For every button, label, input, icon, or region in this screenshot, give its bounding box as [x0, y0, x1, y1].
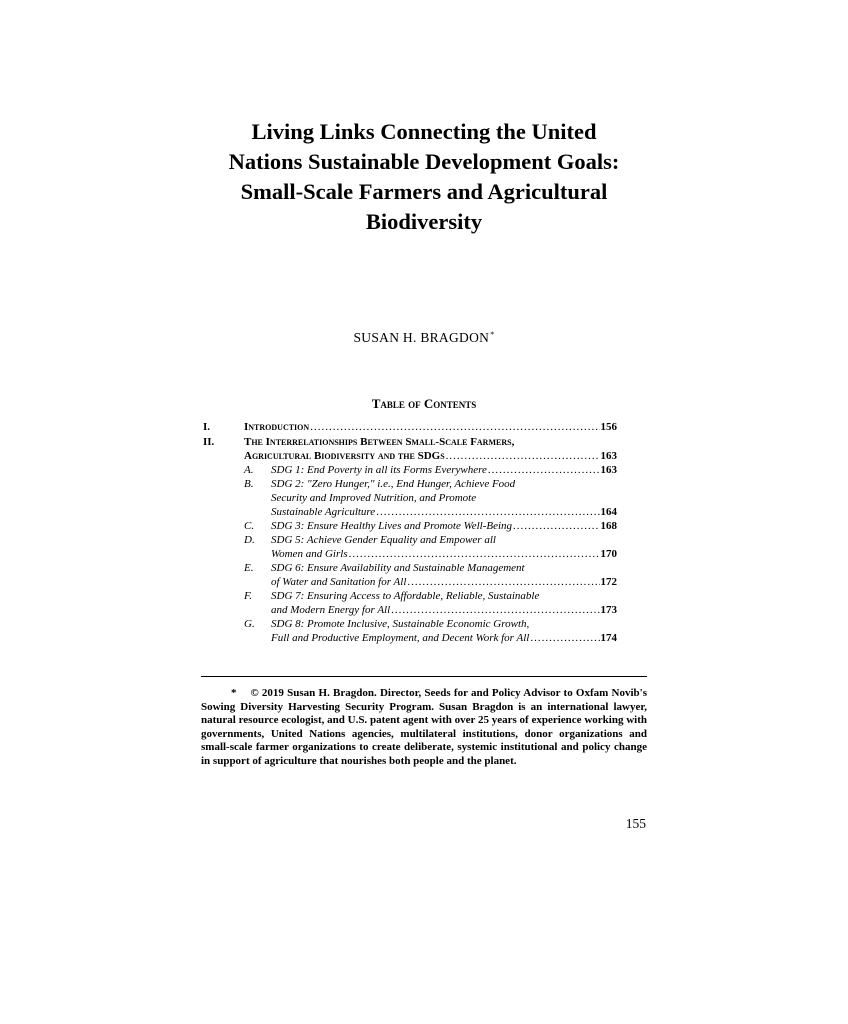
toc-entry-sdg2[interactable]: [271, 505, 617, 519]
toc-page-number: 172: [600, 576, 617, 588]
author-footnote: [201, 687, 647, 769]
toc-entry-introduction[interactable]: [244, 420, 617, 434]
article-title: [180, 117, 668, 237]
toc-letter: C.: [244, 520, 255, 532]
toc-page-number: 156: [600, 421, 617, 433]
toc-entry-label: Introduction: [244, 421, 310, 433]
title-line: Biodiversity: [365, 209, 483, 234]
toc-entry-label[interactable]: SDG 5: Achieve Gender Equality and Empower all: [271, 534, 496, 546]
toc-numeral: II.: [203, 436, 215, 448]
toc-letter: F.: [244, 590, 253, 602]
toc-entry-label: Full and Productive Employment, and Decent Work for All: [271, 632, 530, 644]
toc-entry-label[interactable]: SDG 8: Promote Inclusive, Sustainable Economic Growth,: [271, 618, 530, 630]
toc-page-number: 168: [600, 520, 617, 532]
toc-entry-sdg8[interactable]: [271, 631, 617, 645]
toc-page-number: 173: [600, 604, 617, 616]
toc-page-number: 163: [600, 464, 617, 476]
toc-numeral: I.: [203, 421, 211, 433]
toc-entry-label[interactable]: SDG 2: "Zero Hunger," i.e., End Hunger, Achieve Food: [271, 478, 516, 490]
toc-entry-interrelationships[interactable]: [244, 449, 617, 463]
toc-entry-sdg6[interactable]: [271, 575, 617, 589]
footnote-mark: *: [231, 687, 237, 699]
title-line: Living Links Connecting the United: [251, 119, 597, 144]
toc-leader: [391, 603, 599, 617]
toc-entry-sdg5[interactable]: [271, 547, 617, 561]
toc-entry-label: Agricultural Biodiversity and the SDGs: [244, 450, 445, 462]
title-line: Nations Sustainable Development Goals:: [228, 149, 620, 174]
toc-entry-label[interactable]: SDG 7: Ensuring Access to Affordable, Reliable, Sustainable: [271, 590, 540, 602]
toc-entry-label: Women and Girls: [271, 548, 348, 560]
footnote-divider: [201, 676, 647, 677]
toc-leader: [446, 449, 600, 463]
toc-leader: [376, 505, 599, 519]
toc-entry-sdg1[interactable]: [271, 463, 617, 477]
toc-entry-label: and Modern Energy for All: [271, 604, 391, 616]
page-number: 155: [625, 816, 646, 831]
toc-leader: [488, 463, 600, 477]
toc-entry-label: SDG 3: Ensure Healthy Lives and Promote Well-Being: [271, 520, 513, 532]
toc-page-number: 163: [600, 450, 617, 462]
toc-leader: [310, 420, 599, 434]
toc-entry-label[interactable]: The Interrelationships Between Small-Scale Farmers,: [244, 436, 515, 448]
toc-entry-label: of Water and Sanitation for All: [271, 576, 407, 588]
toc-entry-label: Sustainable Agriculture: [271, 506, 376, 518]
title-line: Small-Scale Farmers and Agricultural: [240, 179, 608, 204]
toc-leader: [349, 547, 600, 561]
toc-letter: G.: [244, 618, 255, 630]
toc-letter: B.: [244, 478, 254, 490]
toc-leader: [407, 575, 599, 589]
author-name: SUSAN H. BRAGDON: [353, 330, 490, 345]
author-footnote-mark[interactable]: *: [490, 330, 495, 339]
author-byline: [0, 330, 848, 346]
toc-letter: E.: [244, 562, 254, 574]
toc-entry-label[interactable]: Security and Improved Nutrition, and Promote: [271, 492, 477, 504]
toc-entry-sdg3[interactable]: [271, 519, 617, 533]
toc-leader: [513, 519, 599, 533]
toc-entry-label: SDG 1: End Poverty in all its Forms Everywhere: [271, 464, 487, 476]
toc-heading: Table of Contents: [371, 396, 477, 411]
toc-entry-label[interactable]: SDG 6: Ensure Availability and Sustainable Management: [271, 562, 525, 574]
toc-page-number: 164: [600, 506, 617, 518]
toc-letter: A.: [244, 464, 254, 476]
toc-page-number: 174: [600, 632, 617, 644]
toc-letter: D.: [244, 534, 255, 546]
toc-leader: [530, 631, 599, 645]
footnote-text: © 2019 Susan H. Bragdon. Director, Seeds for and Policy Advisor to Oxfam Novib's Sowing Diversity Harvesting Security Program. Susan Bragdon is an international lawyer, natural resource ecologist, and U.S. patent agent with over 25 years of experience working with governments, United Nations agencies, multilateral institutions, donor organizations and small-scale farmer organizations to create deliberate, systemic institutional and policy change in support of agriculture that nourishes both people and the planet.: [201, 687, 647, 767]
toc-page-number: 170: [600, 548, 617, 560]
toc-entry-sdg7[interactable]: [271, 603, 617, 617]
